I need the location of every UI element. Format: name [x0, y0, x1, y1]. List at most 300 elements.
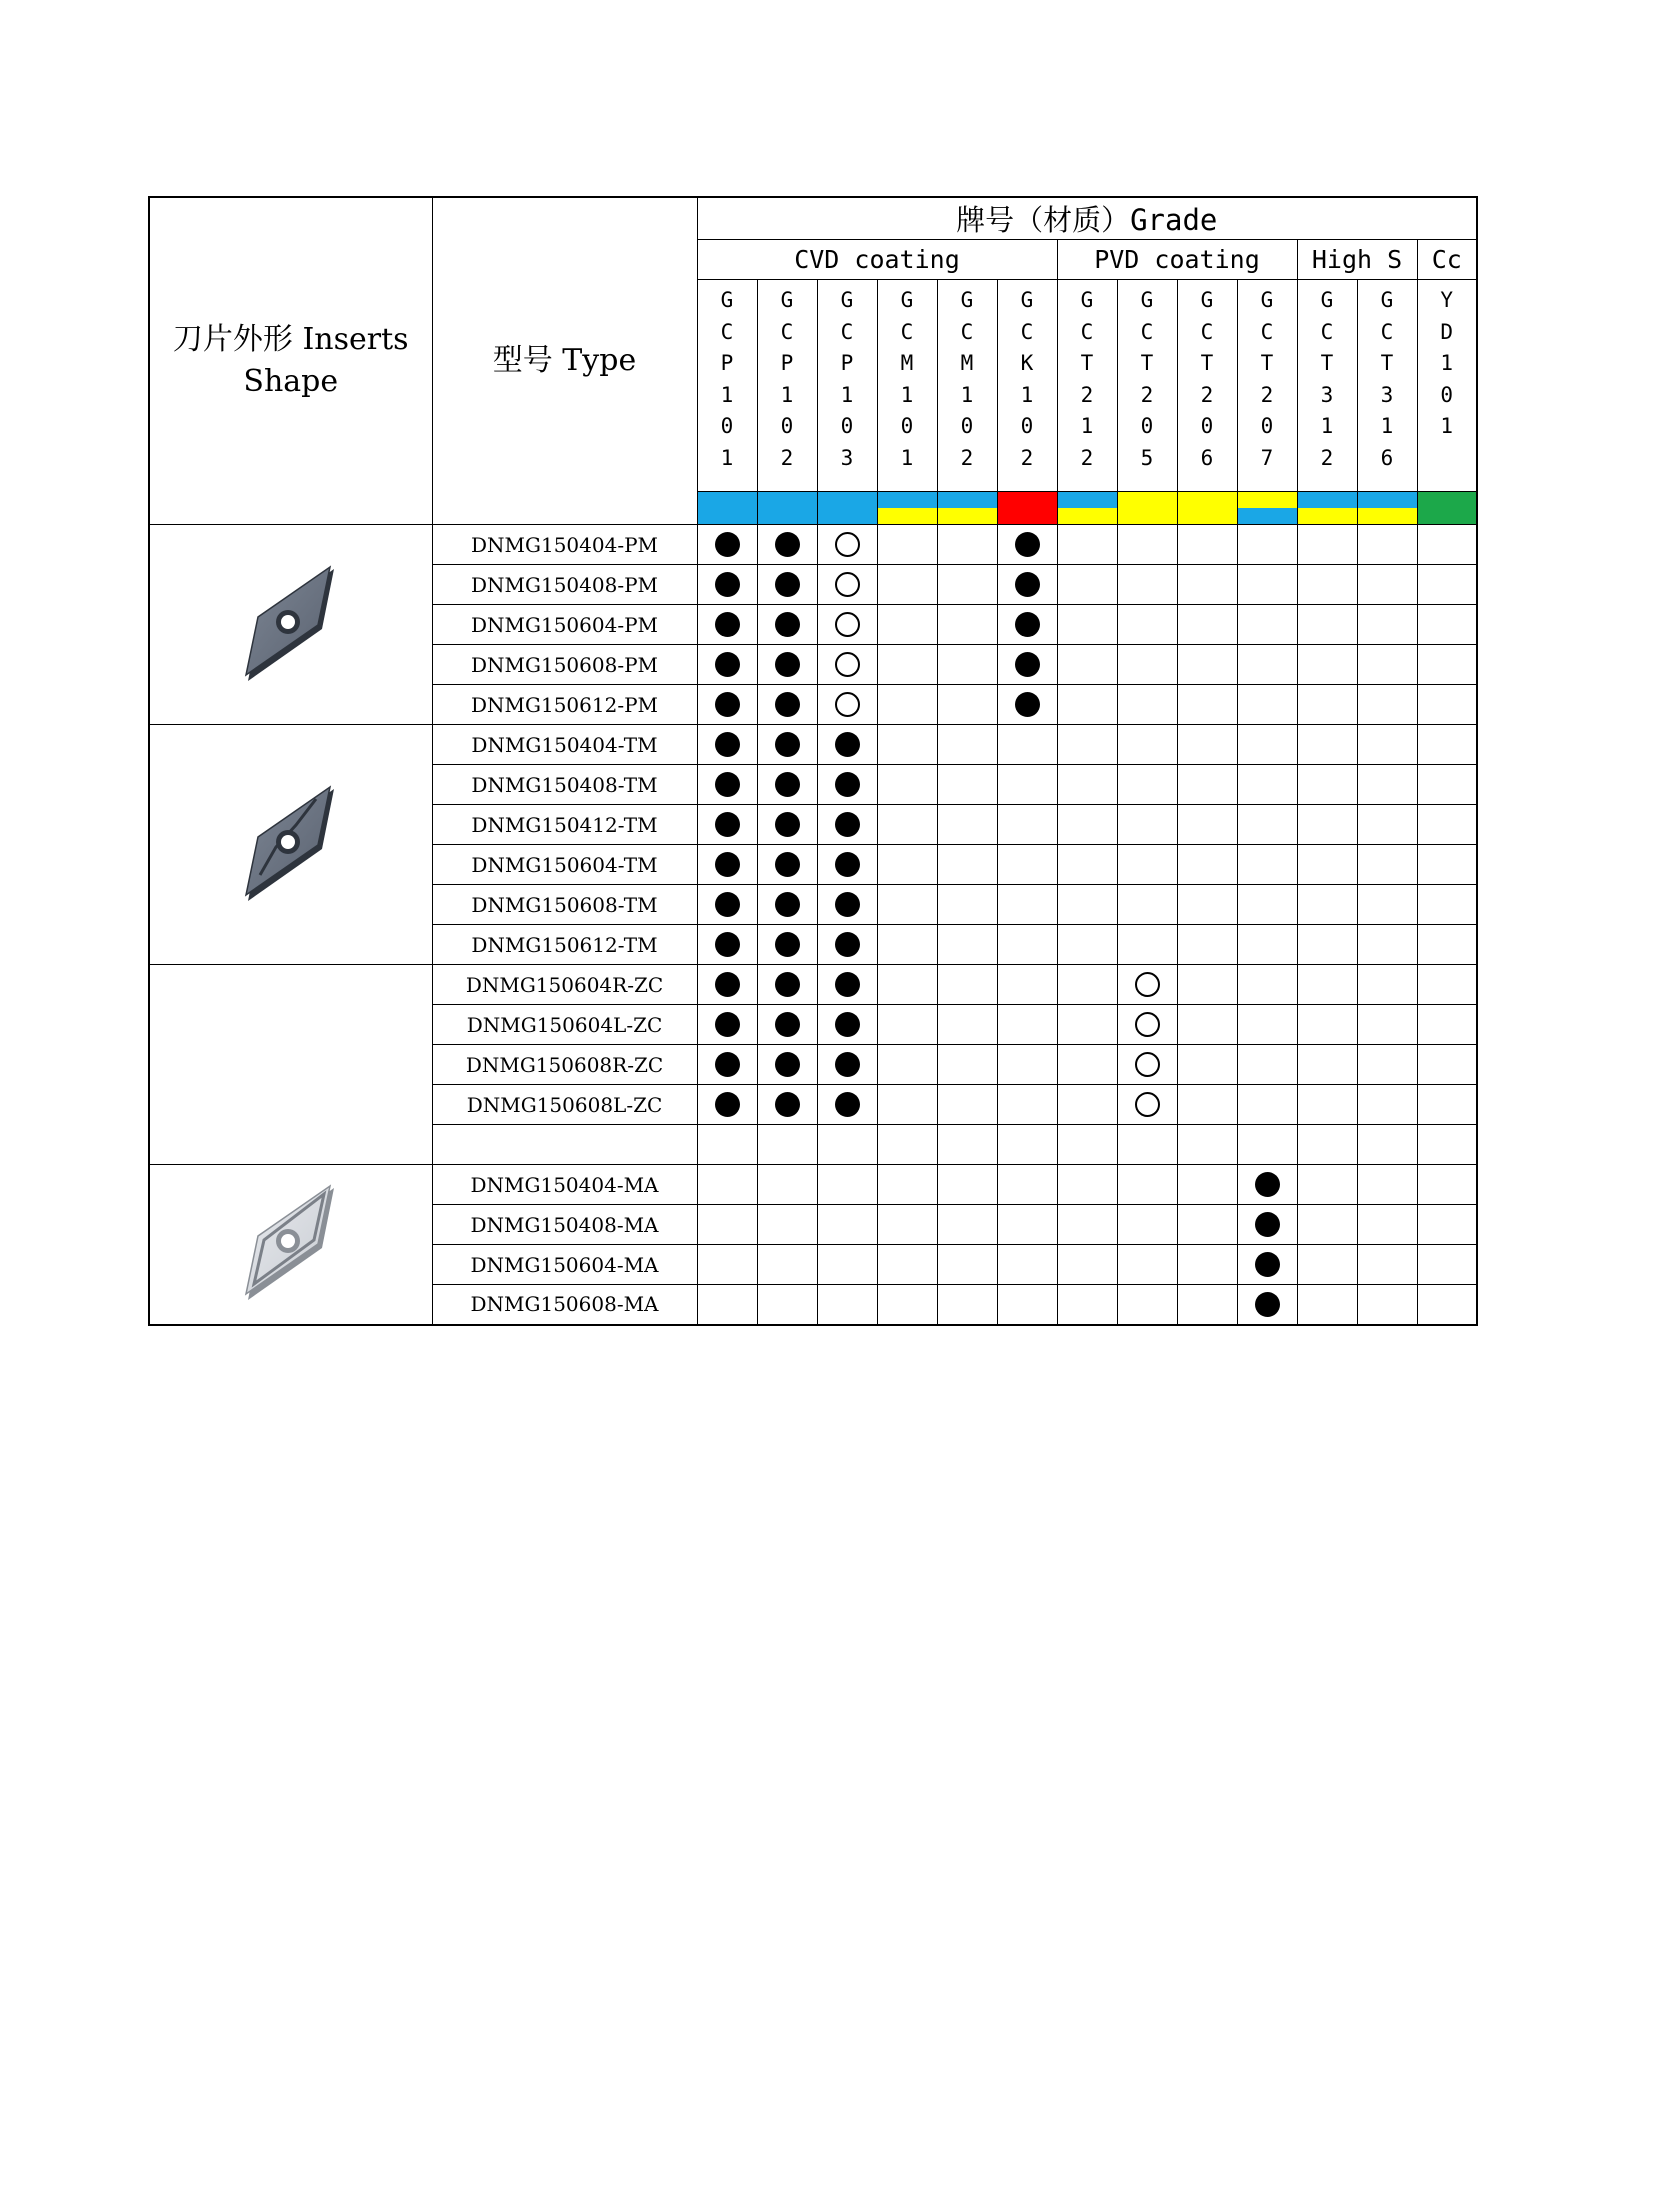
grade-availability-cell: [1057, 1165, 1117, 1205]
insert-type-cell: DNMG150412-TM: [432, 805, 697, 845]
grade-availability-cell: [1177, 1285, 1237, 1325]
grade-availability-cell: [697, 1165, 757, 1205]
grade-availability-cell: [1237, 605, 1297, 645]
grade-availability-cell: [757, 685, 817, 725]
grade-availability-cell: [1357, 685, 1417, 725]
filled-circle-icon: [775, 892, 800, 917]
grade-availability-cell: [1297, 525, 1357, 565]
grade-availability-cell: [877, 1085, 937, 1125]
grade-availability-cell: [697, 1285, 757, 1325]
grade-availability-cell: [1417, 725, 1477, 765]
dnmg-ma-insert-icon: [150, 1184, 432, 1304]
grade-color-bar: [1117, 492, 1177, 525]
grade-availability-cell: [697, 685, 757, 725]
grade-code-header: G C M 1 0 1: [877, 280, 937, 492]
grade-code-header: G C K 1 0 2: [997, 280, 1057, 492]
grade-availability-cell: [757, 565, 817, 605]
filled-circle-icon: [715, 972, 740, 997]
filled-circle-icon: [1015, 692, 1040, 717]
grade-availability-cell: [757, 605, 817, 645]
grade-availability-cell: [877, 1125, 937, 1165]
grade-availability-cell: [877, 725, 937, 765]
filled-circle-icon: [835, 772, 860, 797]
grade-availability-cell: [997, 1125, 1057, 1165]
filled-circle-icon: [775, 1052, 800, 1077]
grade-availability-cell: [1297, 605, 1357, 645]
grade-availability-cell: [1297, 1285, 1357, 1325]
grade-availability-cell: [1417, 525, 1477, 565]
grade-availability-cell: [1297, 565, 1357, 605]
grade-availability-cell: [1177, 1245, 1237, 1285]
grade-availability-cell: [877, 885, 937, 925]
grade-availability-cell: [937, 525, 997, 565]
grade-availability-cell: [697, 605, 757, 645]
filled-circle-icon: [715, 932, 740, 957]
grade-availability-cell: [1117, 1125, 1177, 1165]
grade-availability-cell: [1057, 605, 1117, 645]
open-circle-icon: [1135, 1092, 1160, 1117]
grade-availability-cell: [1057, 965, 1117, 1005]
insert-type-cell: DNMG150612-PM: [432, 685, 697, 725]
grade-availability-cell: [1117, 925, 1177, 965]
grade-availability-cell: [757, 1205, 817, 1245]
grade-availability-cell: [817, 645, 877, 685]
grade-availability-cell: [1237, 1205, 1297, 1245]
filled-circle-icon: [715, 732, 740, 757]
grade-availability-cell: [1417, 1245, 1477, 1285]
grade-availability-cell: [1417, 605, 1477, 645]
grade-color-bar: [877, 492, 937, 525]
open-circle-icon: [835, 612, 860, 637]
grade-availability-cell: [1057, 1005, 1117, 1045]
insert-type-cell: DNMG150608-PM: [432, 645, 697, 685]
filled-circle-icon: [1015, 532, 1040, 557]
grade-availability-cell: [817, 565, 877, 605]
insert-type-cell: DNMG150604-PM: [432, 605, 697, 645]
grade-availability-cell: [1297, 1205, 1357, 1245]
grade-availability-cell: [997, 1165, 1057, 1205]
grade-availability-cell: [937, 645, 997, 685]
grade-availability-cell: [877, 1205, 937, 1245]
filled-circle-icon: [715, 1092, 740, 1117]
grade-availability-cell: [1417, 1125, 1477, 1165]
grade-availability-cell: [757, 1045, 817, 1085]
grade-availability-cell: [1297, 805, 1357, 845]
grade-availability-cell: [1117, 645, 1177, 685]
filled-circle-icon: [715, 812, 740, 837]
grade-availability-cell: [877, 1285, 937, 1325]
grade-availability-cell: [1237, 805, 1297, 845]
open-circle-icon: [1135, 1052, 1160, 1077]
grade-availability-cell: [1357, 765, 1417, 805]
grade-availability-cell: [1237, 1125, 1297, 1165]
grade-group-header: CVD coating: [697, 240, 1057, 280]
insert-type-cell: DNMG150604R-ZC: [432, 965, 697, 1005]
grade-availability-cell: [1357, 1125, 1417, 1165]
grade-availability-cell: [1177, 1125, 1237, 1165]
grade-availability-cell: [997, 805, 1057, 845]
grade-availability-cell: [1237, 1165, 1297, 1205]
grade-availability-cell: [1297, 965, 1357, 1005]
grade-availability-cell: [1417, 765, 1477, 805]
grade-availability-cell: [697, 1125, 757, 1165]
insert-shape-cell: [149, 525, 432, 725]
grade-availability-cell: [1417, 1165, 1477, 1205]
grade-availability-cell: [757, 725, 817, 765]
filled-circle-icon: [1255, 1252, 1280, 1277]
grade-availability-cell: [1057, 1125, 1117, 1165]
grade-availability-cell: [997, 765, 1057, 805]
grade-availability-cell: [997, 1205, 1057, 1245]
grade-availability-cell: [757, 525, 817, 565]
grade-availability-cell: [697, 725, 757, 765]
grade-availability-cell: [817, 685, 877, 725]
grade-availability-cell: [877, 1005, 937, 1045]
grade-availability-cell: [937, 885, 997, 925]
insert-type-cell: DNMG150608L-ZC: [432, 1085, 697, 1125]
grade-availability-cell: [1357, 725, 1417, 765]
grade-availability-cell: [1357, 1165, 1417, 1205]
grade-availability-cell: [757, 965, 817, 1005]
grade-availability-cell: [817, 1005, 877, 1045]
grade-availability-cell: [757, 845, 817, 885]
grade-color-bar: [1357, 492, 1417, 525]
grade-availability-cell: [817, 1285, 877, 1325]
grade-availability-cell: [1237, 1285, 1297, 1325]
grade-availability-cell: [1357, 1205, 1417, 1245]
grade-availability-cell: [817, 885, 877, 925]
grade-availability-cell: [937, 765, 997, 805]
grade-table: [148, 196, 1478, 1326]
insert-type-cell: DNMG150408-TM: [432, 765, 697, 805]
grade-availability-cell: [1117, 565, 1177, 605]
grade-availability-cell: [697, 965, 757, 1005]
grade-availability-cell: [1237, 965, 1297, 1005]
grade-availability-cell: [937, 1165, 997, 1205]
filled-circle-icon: [775, 692, 800, 717]
grade-color-bar: [697, 492, 757, 525]
grade-availability-cell: [1357, 525, 1417, 565]
grade-availability-cell: [1177, 725, 1237, 765]
grade-availability-cell: [817, 1045, 877, 1085]
grade-availability-cell: [1177, 1045, 1237, 1085]
grade-availability-cell: [1357, 845, 1417, 885]
grade-availability-cell: [1177, 805, 1237, 845]
insert-type-cell: DNMG150608-MA: [432, 1285, 697, 1325]
grade-availability-cell: [697, 885, 757, 925]
grade-availability-cell: [1237, 845, 1297, 885]
grade-code-header: G C T 3 1 2: [1297, 280, 1357, 492]
grade-code-header: G C P 1 0 1: [697, 280, 757, 492]
filled-circle-icon: [835, 812, 860, 837]
grade-availability-cell: [1177, 1165, 1237, 1205]
grade-availability-cell: [1057, 885, 1117, 925]
grade-code-header: G C P 1 0 3: [817, 280, 877, 492]
grade-availability-cell: [1297, 885, 1357, 925]
grade-availability-cell: [697, 1085, 757, 1125]
grade-availability-cell: [1177, 1085, 1237, 1125]
grade-availability-cell: [817, 1085, 877, 1125]
grade-availability-cell: [1057, 925, 1117, 965]
grade-availability-cell: [877, 765, 937, 805]
grade-availability-cell: [1237, 525, 1297, 565]
open-circle-icon: [835, 572, 860, 597]
grade-availability-cell: [1057, 725, 1117, 765]
grade-code-header: G C P 1 0 2: [757, 280, 817, 492]
grade-group-header: PVD coating: [1057, 240, 1297, 280]
grade-availability-cell: [1417, 885, 1477, 925]
grade-availability-cell: [937, 1085, 997, 1125]
grade-availability-cell: [1057, 765, 1117, 805]
insert-type-cell: DNMG150408-MA: [432, 1205, 697, 1245]
inserts-shape-header: 刀片外形 Inserts Shape: [149, 197, 432, 525]
grade-availability-cell: [1237, 725, 1297, 765]
grade-availability-cell: [1057, 1045, 1117, 1085]
filled-circle-icon: [775, 1092, 800, 1117]
grade-availability-cell: [697, 925, 757, 965]
filled-circle-icon: [715, 1052, 740, 1077]
grade-availability-cell: [757, 1245, 817, 1285]
grade-availability-cell: [1117, 885, 1177, 925]
grade-availability-cell: [877, 1165, 937, 1205]
grade-availability-cell: [1297, 1005, 1357, 1045]
insert-type-cell: DNMG150608-TM: [432, 885, 697, 925]
grade-availability-cell: [997, 645, 1057, 685]
grade-availability-cell: [1117, 525, 1177, 565]
filled-circle-icon: [715, 892, 740, 917]
grade-code-header: G C M 1 0 2: [937, 280, 997, 492]
grade-availability-cell: [1297, 845, 1357, 885]
grade-group-header: Cc: [1417, 240, 1477, 280]
grade-availability-cell: [997, 725, 1057, 765]
grade-availability-cell: [1237, 645, 1297, 685]
grade-availability-cell: [697, 565, 757, 605]
grade-availability-cell: [1057, 1285, 1117, 1325]
grade-availability-cell: [1057, 645, 1117, 685]
grade-availability-cell: [1417, 1005, 1477, 1045]
grade-availability-cell: [1117, 685, 1177, 725]
filled-circle-icon: [835, 852, 860, 877]
grade-availability-cell: [1177, 885, 1237, 925]
open-circle-icon: [835, 652, 860, 677]
grade-availability-cell: [1297, 1125, 1357, 1165]
insert-type-cell: DNMG150604-TM: [432, 845, 697, 885]
grade-group-header: High S: [1297, 240, 1417, 280]
grade-availability-cell: [997, 1045, 1057, 1085]
open-circle-icon: [1135, 972, 1160, 997]
filled-circle-icon: [775, 972, 800, 997]
insert-type-cell: DNMG150404-PM: [432, 525, 697, 565]
grade-availability-cell: [997, 925, 1057, 965]
grade-availability-cell: [1417, 685, 1477, 725]
grade-availability-cell: [1117, 965, 1177, 1005]
grade-availability-cell: [937, 1005, 997, 1045]
filled-circle-icon: [715, 572, 740, 597]
filled-circle-icon: [835, 932, 860, 957]
grade-availability-cell: [1057, 1205, 1117, 1245]
type-header: 型号 Type: [432, 197, 697, 525]
table-row: [149, 725, 1477, 765]
grade-availability-cell: [1117, 1205, 1177, 1245]
grade-color-bar: [1177, 492, 1237, 525]
filled-circle-icon: [775, 932, 800, 957]
grade-availability-cell: [1177, 525, 1237, 565]
filled-circle-icon: [775, 812, 800, 837]
grade-availability-cell: [817, 965, 877, 1005]
grade-availability-cell: [1297, 645, 1357, 685]
filled-circle-icon: [835, 1052, 860, 1077]
filled-circle-icon: [775, 852, 800, 877]
grade-availability-cell: [697, 1045, 757, 1085]
grade-availability-cell: [1357, 965, 1417, 1005]
filled-circle-icon: [835, 972, 860, 997]
dnmg-pm-insert-icon: [150, 565, 432, 685]
filled-circle-icon: [715, 612, 740, 637]
grade-availability-cell: [1117, 1045, 1177, 1085]
grade-availability-cell: [1357, 645, 1417, 685]
grade-availability-cell: [1357, 605, 1417, 645]
grade-color-bar: [1297, 492, 1357, 525]
grade-availability-cell: [1237, 1045, 1297, 1085]
grade-availability-cell: [1417, 965, 1477, 1005]
grade-availability-cell: [1057, 1245, 1117, 1285]
grade-availability-cell: [697, 1005, 757, 1045]
grade-availability-cell: [1417, 805, 1477, 845]
insert-type-cell: DNMG150404-TM: [432, 725, 697, 765]
grade-availability-cell: [817, 845, 877, 885]
grade-availability-cell: [937, 925, 997, 965]
grade-availability-cell: [877, 925, 937, 965]
grade-availability-cell: [757, 1285, 817, 1325]
grade-availability-cell: [997, 1005, 1057, 1045]
grade-availability-cell: [1417, 1285, 1477, 1325]
filled-circle-icon: [1015, 652, 1040, 677]
grade-availability-cell: [937, 1205, 997, 1245]
grade-availability-cell: [1417, 1085, 1477, 1125]
grade-availability-cell: [937, 1125, 997, 1165]
grade-availability-cell: [877, 1245, 937, 1285]
grade-availability-cell: [1117, 845, 1177, 885]
grade-availability-cell: [1117, 1285, 1177, 1325]
grade-availability-cell: [1297, 1165, 1357, 1205]
grade-availability-cell: [1117, 1005, 1177, 1045]
grade-availability-cell: [937, 605, 997, 645]
insert-type-cell: DNMG150404-MA: [432, 1165, 697, 1205]
grade-availability-cell: [997, 685, 1057, 725]
table-row: [149, 965, 1477, 1005]
grade-availability-cell: [697, 845, 757, 885]
grade-availability-cell: [1297, 1245, 1357, 1285]
filled-circle-icon: [775, 532, 800, 557]
filled-circle-icon: [715, 772, 740, 797]
grade-availability-cell: [757, 805, 817, 845]
grade-availability-cell: [697, 645, 757, 685]
grade-availability-cell: [1417, 1205, 1477, 1245]
grade-availability-cell: [997, 605, 1057, 645]
grade-availability-cell: [997, 1085, 1057, 1125]
grade-availability-cell: [1417, 1045, 1477, 1085]
grade-availability-cell: [997, 965, 1057, 1005]
grade-code-header: G C T 2 0 6: [1177, 280, 1237, 492]
grade-availability-cell: [817, 725, 877, 765]
grade-color-bar: [997, 492, 1057, 525]
filled-circle-icon: [1015, 612, 1040, 637]
grade-availability-cell: [877, 1045, 937, 1085]
filled-circle-icon: [835, 732, 860, 757]
grade-availability-cell: [877, 805, 937, 845]
grade-availability-cell: [997, 885, 1057, 925]
grade-code-header: G C T 3 1 6: [1357, 280, 1417, 492]
grade-availability-cell: [1297, 765, 1357, 805]
grade-availability-cell: [817, 605, 877, 645]
grade-availability-cell: [877, 565, 937, 605]
grade-availability-cell: [697, 765, 757, 805]
grade-code-header: G C T 2 0 5: [1117, 280, 1177, 492]
grade-availability-cell: [697, 1205, 757, 1245]
insert-type-cell: DNMG150408-PM: [432, 565, 697, 605]
open-circle-icon: [835, 692, 860, 717]
grade-availability-cell: [1177, 1005, 1237, 1045]
filled-circle-icon: [1255, 1212, 1280, 1237]
grade-availability-cell: [1297, 725, 1357, 765]
grade-availability-cell: [697, 525, 757, 565]
grade-availability-cell: [817, 1165, 877, 1205]
grade-availability-cell: [937, 725, 997, 765]
grade-availability-cell: [1237, 1245, 1297, 1285]
open-circle-icon: [1135, 1012, 1160, 1037]
filled-circle-icon: [1255, 1292, 1280, 1317]
insert-shape-cell: [149, 1165, 432, 1325]
grade-availability-cell: [757, 885, 817, 925]
grade-availability-cell: [1237, 765, 1297, 805]
grade-availability-cell: [937, 1285, 997, 1325]
grade-availability-cell: [1237, 1005, 1297, 1045]
grade-availability-cell: [1417, 645, 1477, 685]
grade-availability-cell: [1057, 565, 1117, 605]
grade-availability-cell: [1117, 765, 1177, 805]
grade-availability-cell: [1177, 965, 1237, 1005]
filled-circle-icon: [775, 572, 800, 597]
grade-availability-cell: [757, 925, 817, 965]
filled-circle-icon: [775, 652, 800, 677]
grade-availability-cell: [1237, 685, 1297, 725]
grade-availability-cell: [877, 685, 937, 725]
grade-availability-cell: [1357, 1045, 1417, 1085]
grade-availability-cell: [757, 765, 817, 805]
grade-availability-cell: [1177, 845, 1237, 885]
filled-circle-icon: [775, 1012, 800, 1037]
insert-type-cell: DNMG150604L-ZC: [432, 1005, 697, 1045]
grade-availability-cell: [817, 1205, 877, 1245]
open-circle-icon: [835, 532, 860, 557]
grade-availability-cell: [877, 845, 937, 885]
grade-code-header: Y D 1 0 1: [1417, 280, 1477, 492]
grade-availability-cell: [1357, 565, 1417, 605]
grade-availability-cell: [997, 1245, 1057, 1285]
grade-color-bar: [937, 492, 997, 525]
grade-availability-cell: [1117, 605, 1177, 645]
grade-availability-cell: [1357, 925, 1417, 965]
dnmg-tm-insert-icon: [150, 785, 432, 905]
grade-availability-cell: [757, 645, 817, 685]
insert-type-cell: DNMG150604-MA: [432, 1245, 697, 1285]
grade-color-bar: [1057, 492, 1117, 525]
filled-circle-icon: [835, 1012, 860, 1037]
grade-header: 牌号（材质）Grade: [697, 197, 1477, 240]
grade-availability-cell: [1057, 525, 1117, 565]
filled-circle-icon: [835, 1092, 860, 1117]
grade-availability-cell: [877, 605, 937, 645]
